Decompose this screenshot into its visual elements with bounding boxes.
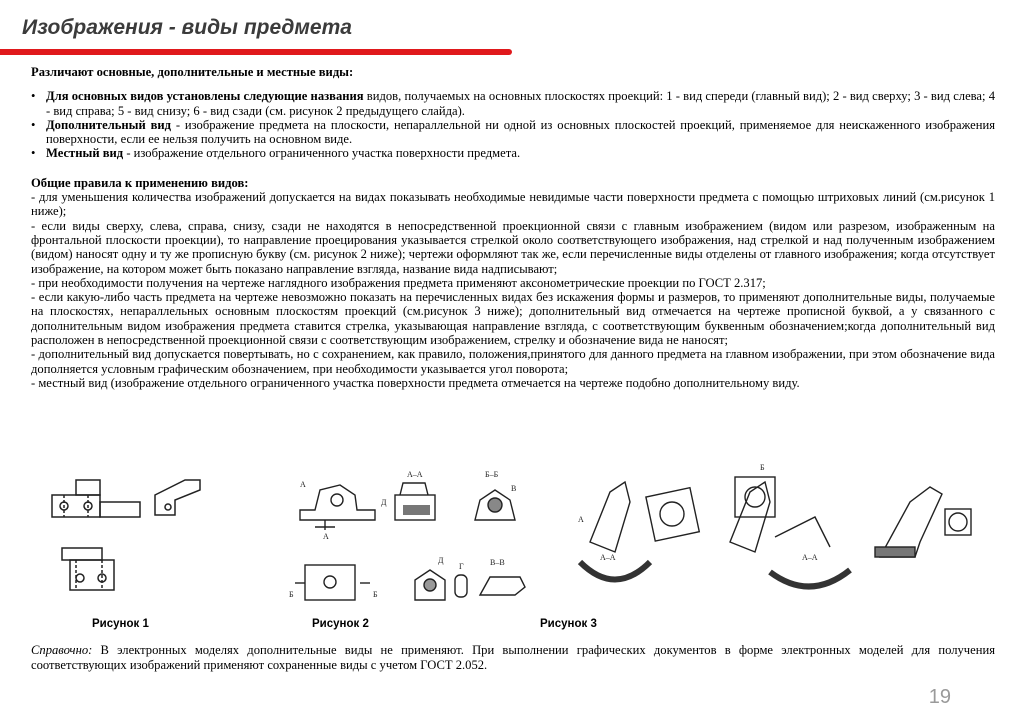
figure-2-drawing — [285, 465, 550, 615]
views-list — [31, 89, 995, 160]
bullet-additional-view — [31, 118, 995, 147]
title-underline-bar — [0, 49, 512, 55]
figure-1-drawing — [40, 470, 215, 610]
label-V: В — [511, 484, 517, 493]
label-B: Б — [289, 590, 294, 599]
caption-figure-1: Рисунок 1 — [92, 618, 149, 630]
rule-item: - если виды сверху, слева, справа, снизу, сзади не находятся в непосредственной проекционной связи с главным изображением (видом или разрезом, изображенным на фронтальной плоскости проекции), то направление проецирования указывается стрелкой около соответствующего изображения, над стрелкой и над полученным изображением (видом) наносят одну и ту же прописную букву (см. рисунок 2 ниже); чертежи оформляют так же, если перечисленные виды отделены от главного изображения; когда отсутствует изображение, на котором может быть показано направление взгляда, название вида надписывают; — [31, 218, 995, 276]
label-B: Б — [760, 463, 765, 472]
caption-figure-3: Рисунок 3 — [540, 618, 597, 630]
note-text: В электронных моделях дополнительные виды не применяют. При выполнении графических документов в форме электронных моделей для получения соответствующих изображений применяют сохраненные виды с учетом ГОСТ 2.052. — [31, 643, 995, 672]
rule-item: - если какую-либо часть предмета на чертеже невозможно показать на перечисленных видах без искажения формы и размеров, то применяют дополнительные виды, получаемые на плоскостях, непараллельных основным плоскостям проекций (см.рисунок 3 ниже); дополнительный вид отмечается на чертеже прописной буквой, а у связанного с дополнительным видом изображения предмета ставится стрелка, указывающая направление взгляда, с соответствующим буквенным обозначением;когда дополнительный вид расположен в непосредственной проекционной связи с соответствующим изображением, стрелку и обозначение вида не наносят; — [31, 290, 995, 348]
label-AA-second: А–А — [802, 553, 818, 562]
bullet-term: Местный вид — [46, 146, 124, 161]
note-label: Справочно: — [31, 643, 93, 657]
label-AA: А–А — [600, 553, 616, 562]
label-D: Д — [381, 498, 387, 507]
main-text — [31, 65, 995, 390]
bullet-text: - изображение отдельного ограниченного участка поверхности предмета. — [123, 146, 521, 161]
label-VV: В–В — [490, 558, 505, 567]
bullet-local-view — [31, 146, 995, 160]
label-A: А — [578, 515, 584, 524]
bullet-text: видов, получаемых на основных плоскостях проекций: 1 - вид спереди (главный вид); 2 - вид сверху; 3 - вид слева; 4 - вид справа; 5 - вид снизу; 6 - вид сзади (см. рисунок 2 предыдущего слайда). — [46, 89, 995, 118]
page-number: 19 — [928, 686, 951, 708]
figures-area — [0, 460, 1024, 620]
rule-item: - для уменьшения количества изображений допускается на видах показывать необходимые невидимые части поверхности предмета с помощью штриховых линий (см.рисунок 1 ниже); — [31, 190, 995, 219]
slide-title: Изображения - виды предмета — [22, 16, 352, 39]
bullet-text: - изображение предмета на плоскости, непараллельной ни одной из основных плоскостей проекций, применяемое для неискаженного изображения поверхности, если ее нельзя получить на основном виде. — [46, 117, 995, 147]
label-A-top: А — [300, 480, 306, 489]
rule-item: - дополнительный вид допускается повертывать, но с сохранением, как правило, положения,принятого для данного предмета на главном изображении, при этом обозначение вида дополняется условным графическим обозначением, при необходимости указывается угол поворота; — [31, 347, 995, 376]
label-A: А — [323, 532, 329, 541]
rules-heading: Общие правила к применению видов: — [31, 175, 249, 190]
reference-note — [31, 643, 995, 673]
figure-3-drawing — [570, 462, 990, 612]
bullet-main-views — [31, 89, 995, 118]
rule-item: - местный вид (изображение отдельного ограниченного участка поверхности предмета отмечается на чертеже подобно дополнительному виду. — [31, 375, 800, 390]
label-D-lower: Д — [438, 556, 444, 565]
bullet-term: Для основных видов установлены следующие названия — [46, 89, 364, 104]
bullet-term: Дополнительный вид — [46, 117, 172, 132]
label-B-right: Б — [373, 590, 378, 599]
views-heading: Различают основные, дополнительные и местные виды: — [31, 65, 354, 79]
label-AA: А–А — [407, 470, 423, 479]
caption-figure-2: Рисунок 2 — [312, 618, 369, 630]
label-BB: Б–Б — [485, 470, 499, 479]
rule-item: - при необходимости получения на чертеже наглядного изображения предмета применяют аксонометрические проекции по ГОСТ 2.317; — [31, 275, 766, 290]
label-G: Г — [459, 562, 464, 571]
